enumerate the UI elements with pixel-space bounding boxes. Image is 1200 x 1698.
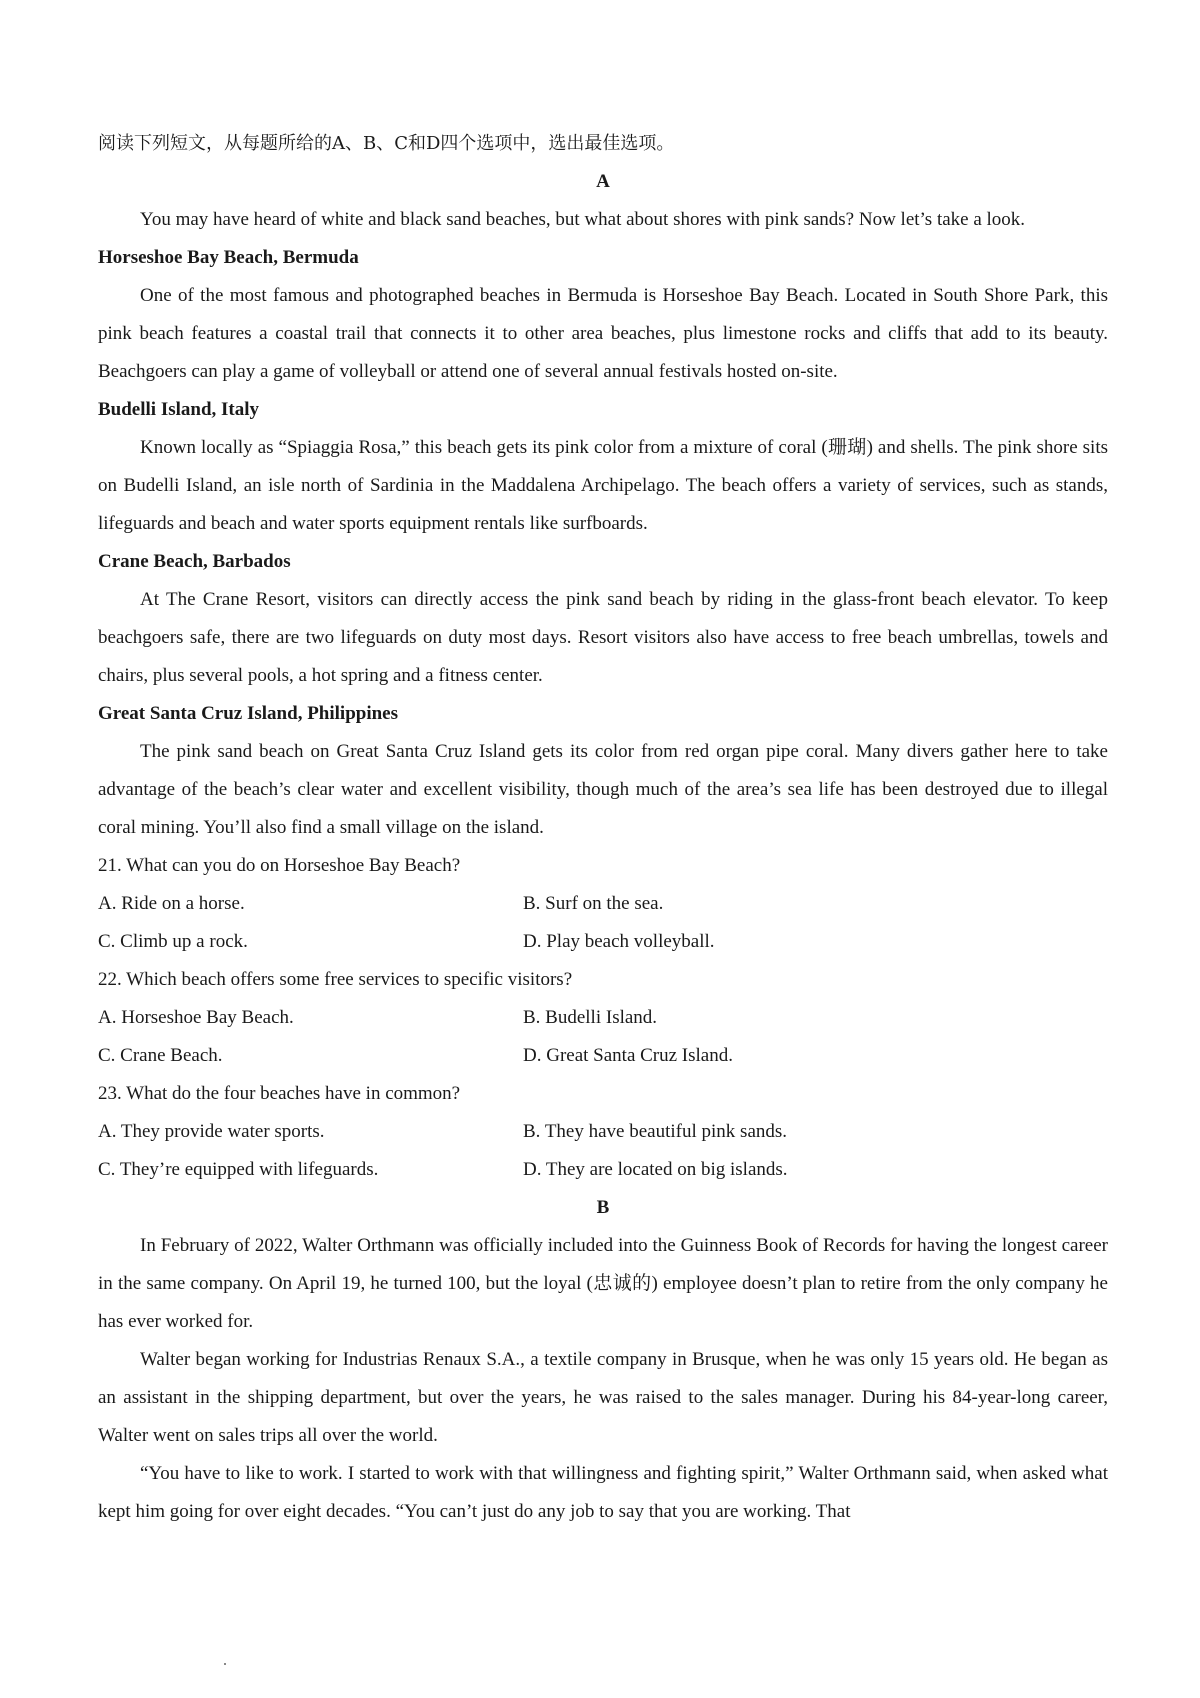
passage-b-letter: B [596, 1197, 610, 1218]
stray-mark [224, 1663, 226, 1665]
option-21-c: C. Climb up a rock. [98, 931, 248, 952]
option-23-b: B. They have beautiful pink sands. [523, 1121, 788, 1142]
passage-b-paragraph-3: “You have to like to work. I started to work with that willingness and fighting spirit,” Walter Orthmann said, when asked what kept him going for over eight decades. “You can’t just do any job to say that you are working. That [98, 1463, 1108, 1522]
option-22-d: D. Great Santa Cruz Island. [523, 1045, 733, 1066]
question-21: 21. What can you do on Horseshoe Bay Beach? [98, 855, 461, 876]
section-heading-santa-cruz: Great Santa Cruz Island, Philippines [98, 703, 399, 724]
option-22-b: B. Budelli Island. [523, 1007, 658, 1028]
option-22-c: C. Crane Beach. [98, 1045, 223, 1066]
passage-b-paragraph-1: In February of 2022, Walter Orthmann was officially included into the Guinness Book of Records for having the longest career in the same company. On April 19, he turned 100, but the loyal (忠诚的) employee doesn’t plan to retire from the only company he has ever worked for. [98, 1235, 1108, 1332]
instruction: 阅读下列短文，从每题所给的A、B、C和D四个选项中，选出最佳选项。 [98, 133, 675, 154]
section-heading-crane: Crane Beach, Barbados [98, 551, 291, 572]
option-23-d: D. They are located on big islands. [523, 1159, 788, 1180]
option-22-a: A. Horseshoe Bay Beach. [98, 1007, 294, 1028]
question-23-options [98, 1113, 1108, 1189]
question-22-options [98, 999, 1108, 1075]
section-text-budelli: Known locally as “Spiaggia Rosa,” this beach gets its pink color from a mixture of coral (珊瑚) and shells. The pink shore sits on Budelli Island, an isle north of Sardinia in the Maddalena Archipelago. The beach offers a variety of services, such as stands, lifeguards and beach and water sports equipment rentals like surfboards. [98, 437, 1108, 534]
option-21-d: D. Play beach volleyball. [523, 931, 715, 952]
option-23-a: A. They provide water sports. [98, 1121, 325, 1142]
question-23: 23. What do the four beaches have in common? [98, 1083, 461, 1104]
section-heading-horseshoe: Horseshoe Bay Beach, Bermuda [98, 247, 359, 268]
section-text-horseshoe: One of the most famous and photographed beaches in Bermuda is Horseshoe Bay Beach. Located in South Shore Park, this pink beach features a coastal trail that connects it to other area beaches, plus limestone rocks and cliffs that add to its beauty. Beachgoers can play a game of volleyball or attend one of several annual festivals hosted on-site. [98, 285, 1108, 382]
option-21-a: A. Ride on a horse. [98, 893, 245, 914]
document-page [98, 125, 1108, 1531]
section-heading-budelli: Budelli Island, Italy [98, 399, 260, 420]
section-text-santa-cruz: The pink sand beach on Great Santa Cruz Island gets its color from red organ pipe coral. Many divers gather here to take advantage of the beach’s clear water and excellent visibility, though much of the area’s sea life has been destroyed due to illegal coral mining. You’ll also find a small village on the island. [98, 741, 1108, 838]
option-21-b: B. Surf on the sea. [523, 893, 664, 914]
option-23-c: C. They’re equipped with lifeguards. [98, 1159, 379, 1180]
section-text-crane: At The Crane Resort, visitors can directly access the pink sand beach by riding in the glass-front beach elevator. To keep beachgoers safe, there are two lifeguards on duty most days. Resort visitors also have access to free beach umbrellas, towels and chairs, plus several pools, a hot spring and a fitness center. [98, 589, 1108, 686]
passage-a-intro: You may have heard of white and black sand beaches, but what about shores with pink sands? Now let’s take a look. [140, 209, 1026, 230]
passage-a-letter: A [596, 171, 610, 192]
passage-b-paragraph-2: Walter began working for Industrias Renaux S.A., a textile company in Brusque, when he was only 15 years old. He began as an assistant in the shipping department, but over the years, he was raised to the sales manager. During his 84-year-long career, Walter went on sales trips all over the world. [98, 1349, 1108, 1446]
question-22: 22. Which beach offers some free services to specific visitors? [98, 969, 573, 990]
question-21-options [98, 885, 1108, 961]
